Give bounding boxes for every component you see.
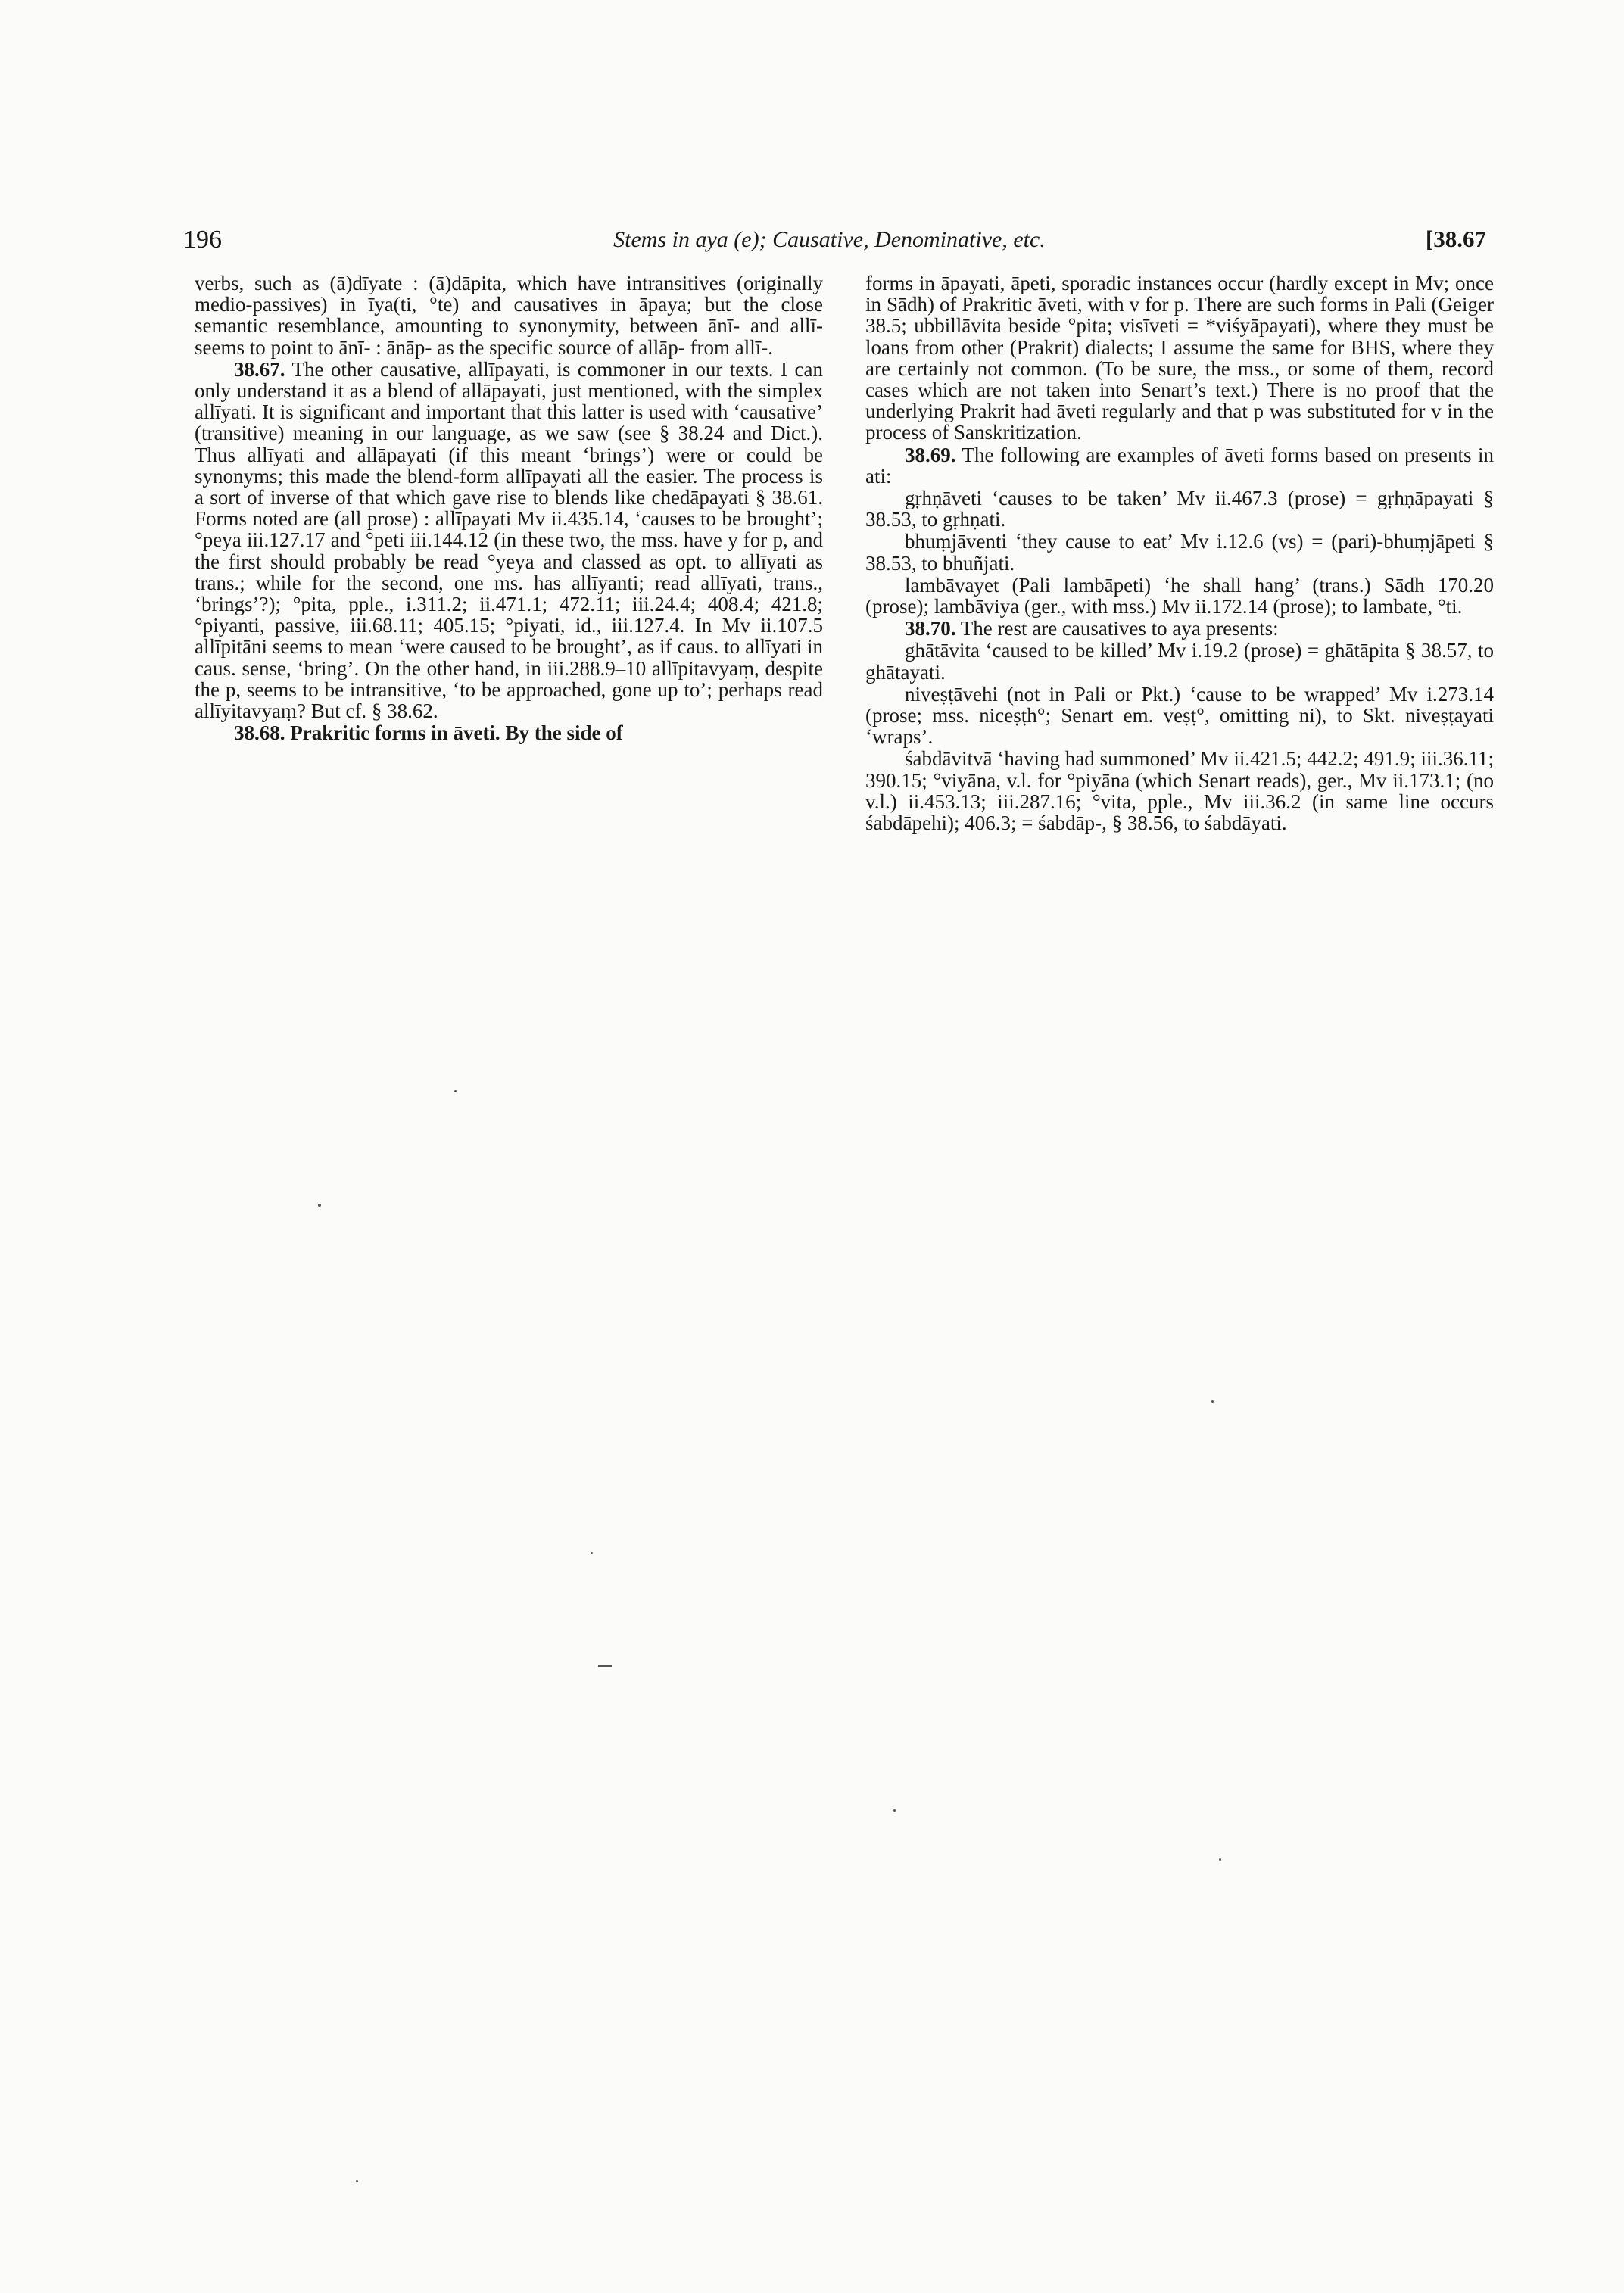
speck: [318, 1204, 321, 1207]
section-reference: [38.67: [1425, 226, 1486, 252]
paragraph-38-67: [195, 359, 823, 721]
example-entry: lambāvayet (Pali lambāpeti) ‘he shall hang’ (trans.) Sādh 170.20 (prose); lambāviya (ger., with mss.) Mv ii.172.14 (prose); to lambate, °ti.: [865, 573, 1494, 618]
paragraph-text: The rest are causatives to aya presents:: [960, 617, 1279, 640]
left-column: [195, 273, 823, 743]
speck: [598, 1665, 612, 1667]
speck: [454, 1090, 457, 1092]
paragraph-text: By the side of: [505, 721, 623, 745]
section-number: 38.70.: [905, 617, 956, 640]
section-number: 38.68.: [234, 721, 285, 745]
paragraph-38-70: [865, 618, 1494, 639]
example-entry: bhuṃjāventi ‘they cause to eat’ Mv i.12.6 (vs) = (pari)-bhuṃjāpeti § 38.53, to bhuñjati.: [865, 530, 1494, 575]
speck: [591, 1552, 593, 1554]
paragraph-text: The following are examples of āveti forms based on presents in ati:: [865, 443, 1494, 488]
running-title: Stems in aya (e); Causative, Denominative, etc.: [613, 227, 1046, 252]
example-entry: śabdāvitvā ‘having had summoned’ Mv ii.421.5; 442.2; 491.9; iii.36.11; 390.15; °viyāna, v.l. for °piyāna (which Senart reads), ger., Mv ii.173.1; (no v.l.) ii.453.13; iii.287.16; °vita, pple., Mv iii.36.2 (in same line occurs śabdāpehi); 406.3; = śabdāp-, § 38.56, to śabdāyati.: [865, 747, 1494, 835]
paragraph-continuation: verbs, such as (ā)dīyate : (ā)dāpita, which have intransitives (originally medio-passives) in īya(ti, °te) and causatives in āpaya; but the close semantic resemblance, amounting to synonymity, between ānī- and allī- seems to point to ānī- : ānāp- as the specific source of allāp- from allī-.: [195, 272, 823, 359]
page-number: 196: [183, 226, 222, 254]
example-entry: niveṣṭāvehi (not in Pali or Pkt.) ‘cause to be wrapped’ Mv i.273.14 (prose; mss. niceṣṭh°; Senart em. veṣṭ°, omitting ni), to Skt. niveṣṭayati ‘wraps’.: [865, 682, 1494, 749]
page-header: [173, 226, 1486, 256]
example-entry: ghātāvita ‘caused to be killed’ Mv i.19.2 (prose) = ghātāpita § 38.57, to ghātayati.: [865, 639, 1494, 684]
section-number: 38.67.: [234, 357, 285, 381]
paragraph-text: The other causative, allīpayati, is commoner in our texts. I can only understand it as a blend of allāpayati, just mentioned, with the simplex allīyati. It is significant and important that this latter is used with ‘causative’ (transitive) meaning in our language, as we saw (see § 38.24 and Dict.). Thus allīyati and allāpayati (if this meant ‘brings’) were or could be synonyms; this made the blend-form allīpayati all the easier. The process is a sort of inverse of that which gave rise to blends like chedāpayati § 38.61. Forms noted are (all prose) : allīpayati Mv ii.435.14, ‘causes to be brought’; °peya iii.127.17 and °peti iii.144.12 (in these two, the mss. have y for p, and the first should probably be read °yeya and classed as opt. to allīyati as trans.; while for the second, one ms. has allīyanti; read allīyati, trans., ‘brings’?); °pita, pple., i.311.2; ii.471.1; 472.11; iii.24.4; 408.4; 421.8; °piyanti, passive, iii.68.11; 405.15; °piyati, id., iii.127.4. In Mv ii.107.5 allīpitāni seems to mean ‘were caused to be brought’, as if caus. to allīyati in caus. sense, ‘bring’. On the other hand, in iii.288.9–10 allīpitavyaṃ, despite the p, seems to be intransitive, ‘to be approached, gone up to’; perhaps read allīyitavyaṃ? But cf. § 38.62.: [195, 357, 823, 723]
section-number: 38.69.: [905, 443, 956, 466]
speck: [1219, 1858, 1221, 1861]
paragraph-continuation: forms in āpayati, āpeti, sporadic instances occur (hardly except in Mv; once in Sādh) of Prakritic āveti, with v for p. There are such forms in Pali (Geiger 38.5; ubbillāvita beside °pita; visīveti = *viśyāpayati), where they must be loans from other (Prakrit) dialects; I assume the same for BHS, where they are certainly not common. (To be sure, the mss., or some of them, record cases which are not taken into Senart’s text.) There is no proof that the underlying Prakrit had āveti regularly and that p was substituted for v in the process of Sanskritization.: [865, 272, 1494, 444]
paragraph-38-68: [195, 722, 823, 743]
section-heading: Prakritic forms in āveti.: [290, 721, 500, 745]
right-column: [865, 273, 1494, 833]
paragraph-38-69: [865, 444, 1494, 487]
speck: [1211, 1400, 1214, 1403]
speck: [893, 1809, 896, 1812]
example-entry: gṛhṇāveti ‘causes to be taken’ Mv ii.467.3 (prose) = gṛhṇāpayati § 38.53, to gṛhṇati.: [865, 487, 1494, 531]
speck: [356, 2180, 358, 2182]
